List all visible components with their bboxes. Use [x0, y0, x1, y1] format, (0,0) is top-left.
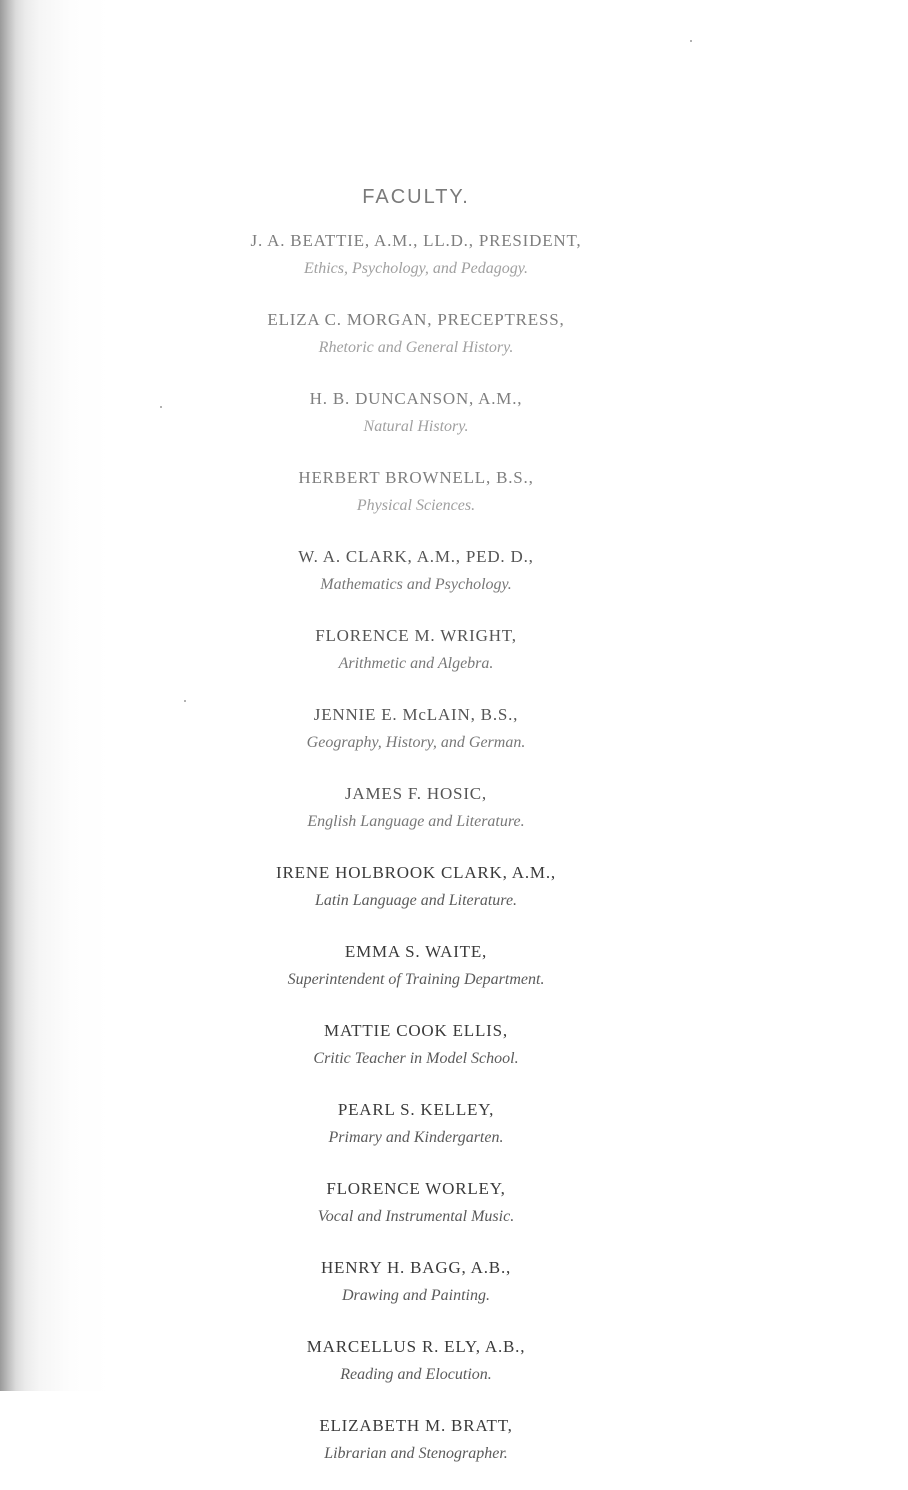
faculty-name: HERBERT BROWNELL, B.S., [298, 468, 534, 487]
faculty-role: Librarian and Stenographer. [324, 1445, 508, 1462]
faculty-role: Primary and Kindergarten. [328, 1129, 504, 1146]
faculty-entry [0, 305, 832, 384]
faculty-role: Drawing and Painting. [341, 1287, 490, 1304]
dust-speck [160, 406, 162, 408]
faculty-role: Ethics, Psychology, and Pedagogy. [304, 260, 528, 277]
dust-speck [690, 40, 692, 42]
faculty-entry [0, 1016, 832, 1095]
faculty-name: JENNIE E. McLAIN, B.S., [313, 705, 519, 724]
faculty-entry [0, 700, 832, 779]
faculty-name: HENRY H. BAGG, A.B., [320, 1258, 512, 1277]
faculty-role: Vocal and Instrumental Music. [317, 1208, 515, 1225]
faculty-entry [0, 858, 832, 937]
faculty-role: Latin Language and Literature. [314, 892, 518, 909]
faculty-name: IRENE HOLBROOK CLARK, A.M., [276, 863, 556, 882]
faculty-name: EMMA S. WAITE, [344, 942, 488, 961]
faculty-entry [0, 463, 832, 542]
faculty-entry [0, 1095, 832, 1174]
faculty-name: FLORENCE WORLEY, [326, 1179, 506, 1198]
dust-speck [184, 700, 186, 702]
faculty-role: Superintendent of Training Department. [287, 971, 545, 988]
faculty-name: FLORENCE M. WRIGHT, [315, 626, 517, 645]
faculty-role: Critic Teacher in Model School. [313, 1050, 519, 1067]
faculty-role: Arithmetic and Algebra. [338, 655, 494, 672]
faculty-name: MATTIE COOK ELLIS, [324, 1021, 508, 1040]
faculty-name: ELIZA C. MORGAN, PRECEPTRESS, [267, 310, 565, 329]
faculty-entry [0, 1174, 832, 1253]
faculty-name: ELIZABETH M. BRATT, [319, 1416, 513, 1435]
faculty-entry [0, 937, 832, 1016]
faculty-role: Geography, History, and German. [306, 734, 526, 751]
faculty-entry [0, 1411, 832, 1490]
faculty-name: J. A. BEATTIE, A.M., LL.D., PRESIDENT, [250, 231, 582, 250]
faculty-name: MARCELLUS R. ELY, A.B., [306, 1337, 526, 1356]
faculty-role: English Language and Literature. [307, 813, 525, 830]
page-title: FACULTY. [362, 186, 470, 208]
faculty-name: PEARL S. KELLEY, [337, 1100, 495, 1119]
faculty-role: Physical Sciences. [356, 497, 476, 514]
faculty-role: Mathematics and Psychology. [320, 576, 512, 593]
faculty-name: H. B. DUNCANSON, A.M., [309, 389, 523, 408]
faculty-list [0, 226, 832, 1490]
faculty-entry [0, 779, 832, 858]
faculty-name: W. A. CLARK, A.M., PED. D., [298, 547, 534, 566]
faculty-entry [0, 384, 832, 463]
faculty-role: Reading and Elocution. [340, 1366, 492, 1383]
faculty-entry [0, 621, 832, 700]
faculty-name: JAMES F. HOSIC, [345, 784, 487, 803]
faculty-entry [0, 1253, 832, 1332]
faculty-entry [0, 542, 832, 621]
faculty-entry [0, 1332, 832, 1411]
faculty-role: Rhetoric and General History. [318, 339, 514, 356]
faculty-role: Natural History. [363, 418, 469, 435]
faculty-entry [0, 226, 832, 305]
